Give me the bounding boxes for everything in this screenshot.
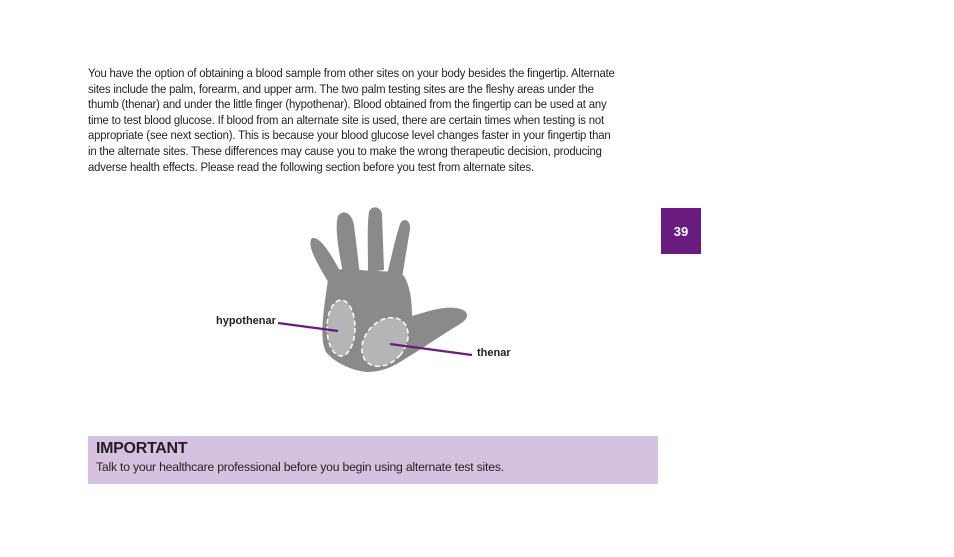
important-text: Talk to your healthcare professional before you begin using alternate test sites. <box>96 460 504 474</box>
page-number: 39 <box>673 223 689 239</box>
palm <box>322 269 467 372</box>
middle-finger <box>368 207 384 272</box>
hypothenar-label: hypothenar <box>216 315 276 327</box>
hypothenar-site <box>327 300 355 356</box>
index-finger <box>387 220 410 278</box>
hypothenar-leader-line <box>278 323 338 331</box>
hand-illustration <box>310 207 467 375</box>
little-finger <box>310 238 345 285</box>
important-callout <box>88 436 658 484</box>
thenar-leader-line <box>390 344 472 355</box>
important-title: IMPORTANT <box>96 440 188 457</box>
intro-paragraph: You have the option of obtaining a blood sample from other sites on your body besides the fingertip. Alternate sites include the palm, forearm, and upper arm. The two palm testing sites are the fleshy areas under the thumb (thenar) and under the little finger (hypothenar). Blood obtained from the fingertip can be used at any time to test blood glucose. If blood from an alternate site is used, there are certain times when testing is not appropriate (see next section). This is because your blood glucose level changes faster in your fingertip than in the alternate sites. These differences may cause you to make the wrong therapeutic decision, producing adverse health effects. Please read the following section before you test from alternate sites. <box>88 66 615 174</box>
page-number-tab <box>661 208 701 254</box>
thenar-label: thenar <box>477 347 511 359</box>
thenar-site <box>352 308 417 375</box>
ring-finger <box>337 212 360 278</box>
